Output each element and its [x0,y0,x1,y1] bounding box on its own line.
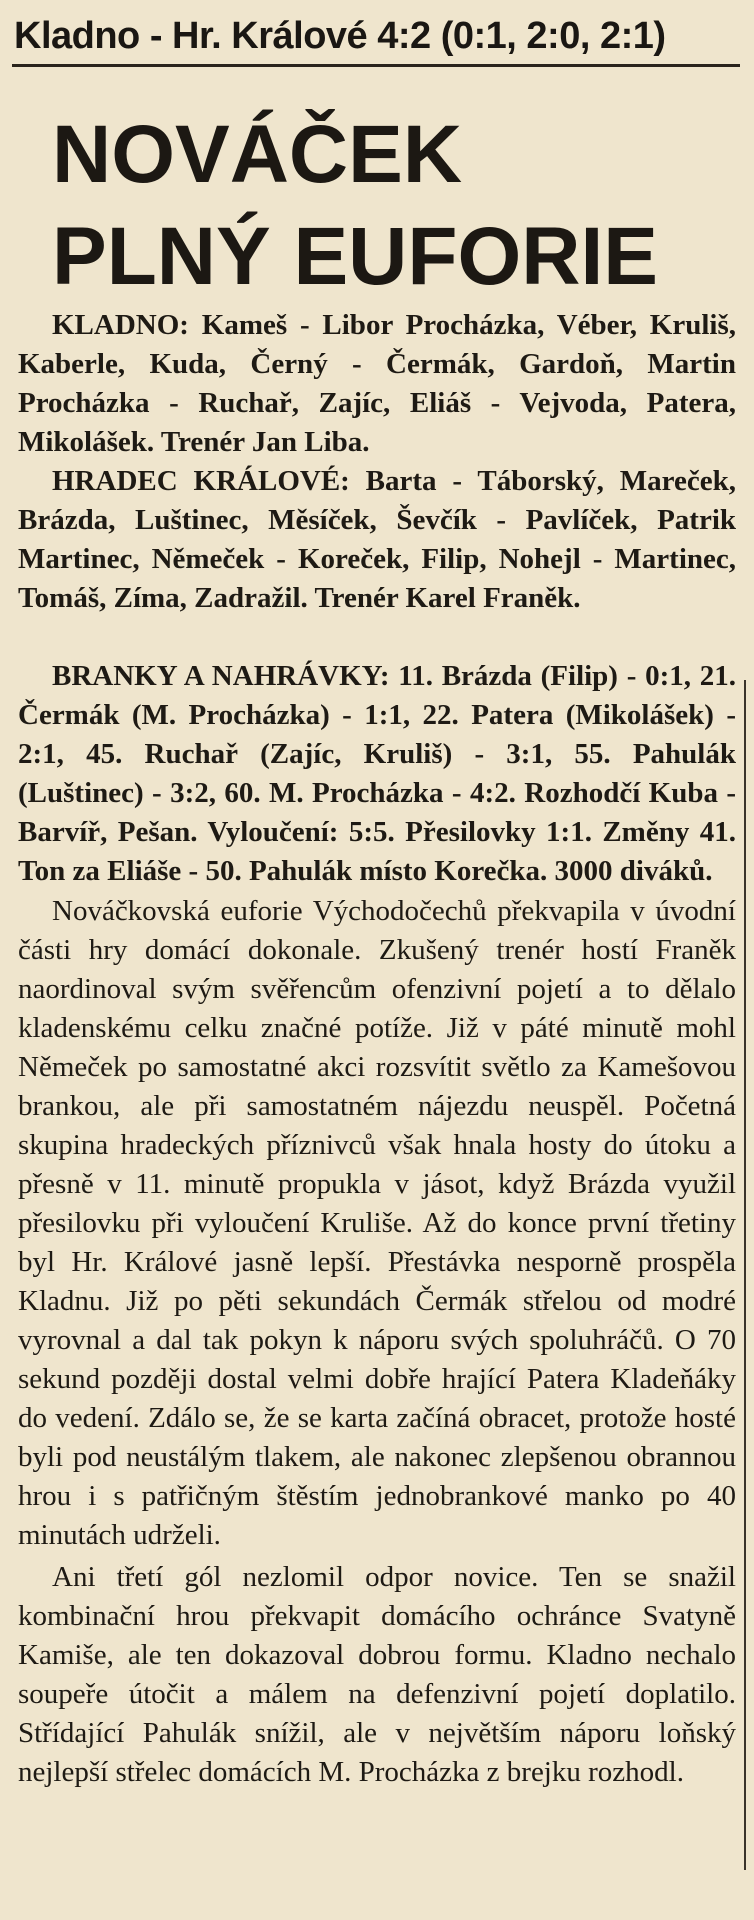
match-details [18,657,736,891]
report-paragraph-1: Nováčkovská euforie Východočechů překvapila v úvodní části hry domácí dokonale. Zkušený trenér hostí Franěk naordinoval svým svěřencům ofenzivní pojetí a to dělalo kladenskému celku značné potíže. Již v páté minutě mohl Němeček po samostatné akci rozsvítit světlo za Kamešovou brankou, ale při samostatném nájezdu neuspěl. Početná skupina hradeckých příznivců však hnala hosty do útoku a přesně v 11. minutě propukla v jásot, když Brázda využil přesilovku při vyloučení Kruliše. Až do konce první třetiny byl Hr. Králové jasně lepší. Přestávka nesporně prospěla Kladnu. Již po pěti sekundách Čermák střelou od modré vyrovnal a dal tak pokyn k náporu svých spoluhráčů. O 70 sekund později dostal velmi dobře hrající Patera Kladeňáky do vedení. Zdálo se, že se karta začíná obracet, protože hosté byli pod neustálým tlakem, ale nakonec zlepšenou obrannou hrou i s patřičným štěstím jednobrankové manko po 40 minutách udrželi. [18,895,736,1551]
headline-line-1: NOVÁČEK [52,109,463,200]
lineups-section [18,306,736,618]
lineup-hradec: HRADEC KRÁLOVÉ: Barta - Táborský, Mareček, Brázda, Luštinec, Měsíček, Ševčík - Pavlíček, Patrik Martinec, Němeček - Koreček, Filip, Nohejl - Martinec, Tomáš, Zíma, Zadražil. Trenér Karel Franěk. [18,465,736,614]
column-edge-line [744,680,746,1870]
headline-line-2: PLNÝ EUFORIE [52,211,658,302]
match-report [18,892,736,1792]
match-score-line: Kladno - Hr. Králové 4:2 (0:1, 2:0, 2:1) [14,15,666,57]
top-rule [12,64,740,67]
report-paragraph-2: Ani třetí gól nezlomil odpor novice. Ten se snažil kombinační hrou překvapit domácího ochránce Svatyně Kamiše, ale ten dokazoval dobrou formu. Kladno nechalo soupeře útočit a málem na defenzivní pojetí doplatilo. Střídající Pahulák snížil, ale v největším náporu loňský nejlepší střelec domácích M. Procházka z brejku rozhodl. [18,1561,736,1788]
lineup-kladno: KLADNO: Kameš - Libor Procházka, Véber, Kruliš, Kaberle, Kuda, Černý - Čermák, Gardoň, Martin Procházka - Ruchař, Zajíc, Eliáš - Vejvoda, Patera, Mikolášek. Trenér Jan Liba. [18,309,736,458]
goals-and-assists: BRANKY A NAHRÁVKY: 11. Brázda (Filip) - 0:1, 21. Čermák (M. Procházka) - 1:1, 22. Patera (Mikolášek) - 2:1, 45. Ruchař (Zajíc, Kruliš) - 3:1, 55. Pahulák (Luštinec) - 3:2, 60. M. Procházka - 4:2. Rozhodčí Kuba - Barvíř, Pešan. Vyloučení: 5:5. Přesilovky 1:1. Změny 41. Ton za Eliáše - 50. Pahulák místo Korečka. 3000 diváků. [18,660,736,887]
